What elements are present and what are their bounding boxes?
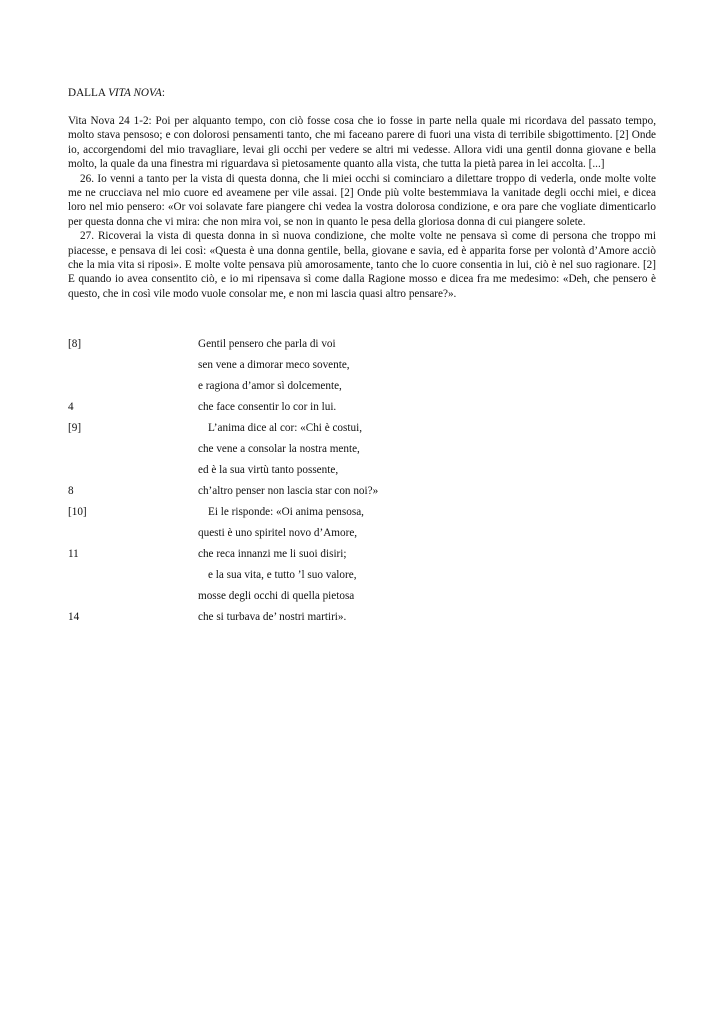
verse-row [68, 421, 656, 442]
verse-line: che vene a consolar la nostra mente, [198, 443, 360, 455]
verse-row [68, 442, 656, 463]
verse-row [68, 526, 656, 547]
verse-row [68, 358, 656, 379]
document-page [68, 0, 656, 1024]
verse-line: che face consentir lo cor in lui. [198, 401, 337, 413]
section-heading [68, 86, 165, 100]
verse-row [68, 400, 656, 421]
heading-suffix: : [161, 87, 165, 99]
sonnet [68, 337, 656, 631]
verse-line: ch’altro penser non lascia star con noi?» [198, 485, 379, 497]
verse-line: e ragiona d’amor sì dolcemente, [198, 380, 342, 392]
verse-row [68, 589, 656, 610]
verse-row [68, 505, 656, 526]
heading-work-title: VITA NOVA [108, 87, 162, 99]
verse-number: 8 [68, 485, 74, 497]
paragraph-27: 27. Ricoverai la vista di questa donna in sì nuova condizione, che molte volte ne pensava sì come di persona che troppo mi piacesse, e pensava di lei così: «Questa è una donna gentile, bella, giovane e savia, ed è apparita forse per volontà d’Amore acciò che la mia vita si riposi». E molte volte pensava più amorosamente, tanto che lo cuore consentia in lui, ciò è nel suo ragionare. [2] E quando io avea consentito ciò, e io mi ripensava sì come dalla Ragione mosso e dicea fra me medesimo: «Deh, che pensero è questo, che in così vile modo vuole consolar me, e non mi lascia quasi altro pensare?». [68, 230, 656, 300]
paragraph-24: Vita Nova 24 1-2: Poi per alquanto tempo, con ciò fosse cosa che io fosse in parte nella quale mi ricordava del passato tempo, molto stava pensoso; e con dolorosi pensamenti tanto, che mi faceano parere di fuori una vista di terribile sbigottimento. [2] Onde io, accorgendomi del mio travagliare, levai gli occhi per vedere se altri mi vedesse. Allora vidi una gentil donna giovane e bella molto, la quale da una finestra mi riguardava sì pietosamente quanto alla vista, che tutta la pietà parea in lei accolta. [...] [68, 115, 656, 171]
verse-number: 14 [68, 611, 80, 623]
prose-section [68, 114, 656, 301]
verse-row [68, 379, 656, 400]
verse-row [68, 463, 656, 484]
verse-line: Ei le risponde: «Oi anima pensosa, [208, 506, 364, 518]
verse-row [68, 547, 656, 568]
paragraph-26: 26. Io venni a tanto per la vista di questa donna, che li miei occhi si cominciaro a dilettare troppo di vederla, onde molte volte me ne crucciava nel mio cuore ed aveamene per vile assai. [2] Onde più volte bestemmiava la vanitade degli occhi miei, e dicea loro nel mio pensero: «Or voi solavate fare piangere chi vedea la vostra dolorosa condizione, e ora pare che vogliate dimenticarlo per questa donna che vi mira: che non mira voi, se non in quanto le pesa della gloriosa donna di cui piangere solete. [68, 172, 656, 228]
verse-line: L’anima dice al cor: «Chi è costui, [208, 422, 362, 434]
verse-number: [8] [68, 338, 82, 350]
verse-line: questi è uno spiritel novo d’Amore, [198, 527, 358, 539]
verse-line: ed è la sua virtù tanto possente, [198, 464, 339, 476]
verse-row [68, 610, 656, 631]
verse-line: sen vene a dimorar meco sovente, [198, 359, 350, 371]
verse-number: [9] [68, 422, 82, 434]
verse-line: che si turbava de’ nostri martiri». [198, 611, 347, 623]
verse-row [68, 568, 656, 589]
verse-row [68, 484, 656, 505]
verse-line: e la sua vita, e tutto ’l suo valore, [208, 569, 357, 581]
verse-line: Gentil pensero che parla di voi [198, 338, 336, 350]
verse-line: mosse degli occhi di quella pietosa [198, 590, 355, 602]
heading-prefix: DALLA [68, 87, 109, 99]
verse-number: 11 [68, 548, 79, 560]
verse-line: che reca innanzi me li suoi disiri; [198, 548, 347, 560]
verse-number: 4 [68, 401, 74, 413]
verse-row [68, 337, 656, 358]
verse-number: [10] [68, 506, 87, 518]
